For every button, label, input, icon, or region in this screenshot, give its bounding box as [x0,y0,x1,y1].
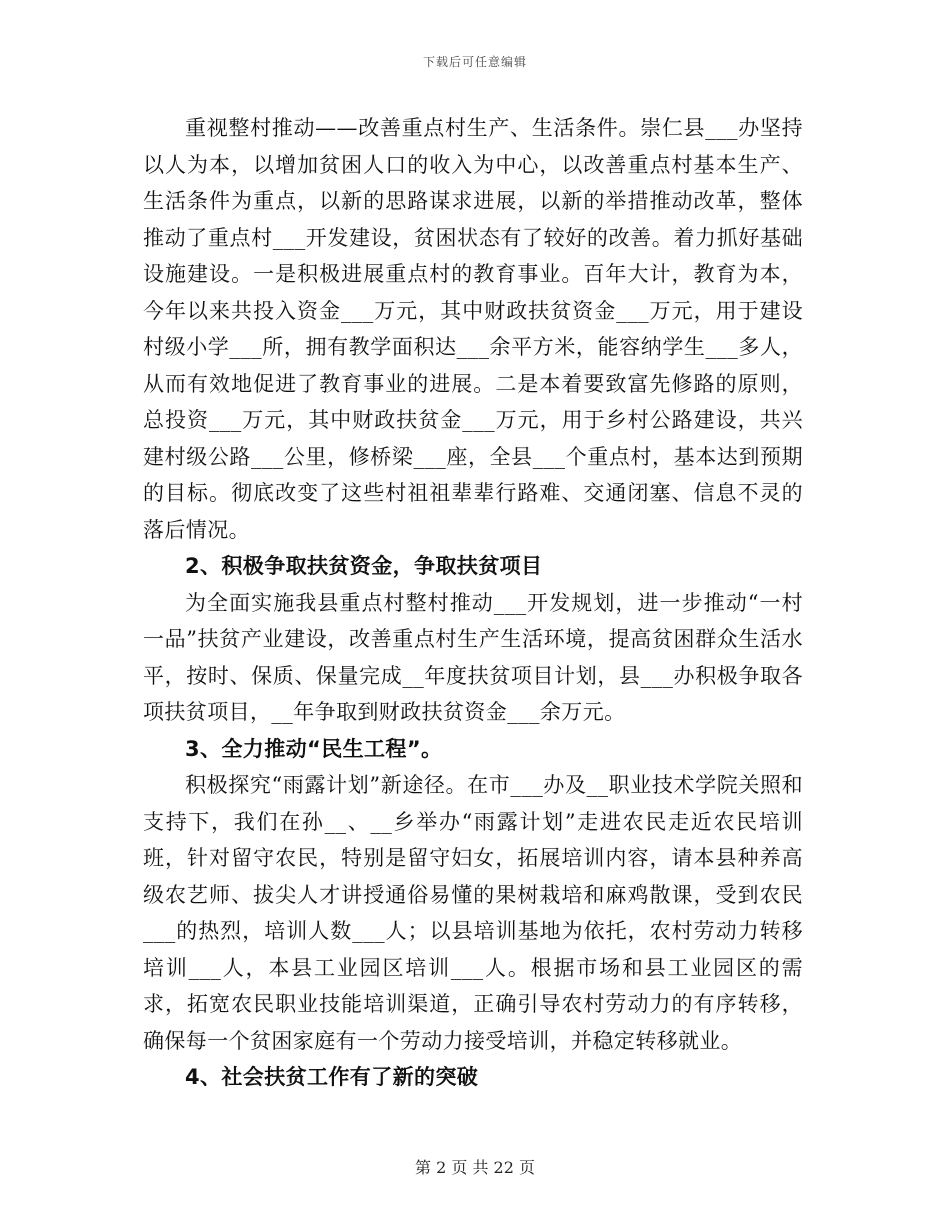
paragraph-livelihood-project: 积极探究“雨露计划”新途径。在市___办及__职业技术学院关照和支持下，我们在孙__、__乡举办“雨露计划”走进农民走近农民培训班，针对留守农民，特别是留守妇女，拓展培训内容，请本县种养高级农艺师、拔尖人才讲授通俗易懂的果树栽培和麻鸡散课，受到农民___的热烈，培训人数___人；以县培训基地为依托，农村劳动力转移培训___人，本县工业园区培训___人。根据市场和县工业园区的需求，拓宽农民职业技能培训渠道，正确引导农村劳动力的有序转移，确保每一个贫困家庭有一个劳动力接受培训，并稳定转移就业。 [143,773,803,1053]
page-header: 下载后可任意编辑 [422,55,527,69]
paragraph-poverty-funds: 为全面实施我县重点村整村推动___开发规划，进一步推动“一村一品”扶贫产业建设，改善重点村生产生活环境，提高贫困群众生活水平，按时、保质、保量完成__年度扶贫项目计划，县___办积极争取各项扶贫项目，__年争取到财政扶贫资金___余万元。 [143,590,803,724]
paragraph-rural-improvement: 重视整村推动——改善重点村生产、生活条件。崇仁县___办坚持以人为本，以增加贫困人口的收入为中心，以改善重点村基本生产、生活条件为重点，以新的思路谋求进展，以新的举措推动改革，整体推动了重点村___开发建设，贫困状态有了较好的改善。着力抓好基础设施建设。一是积极进展重点村的教育事业。百年大计，教育为本，今年以来共投入资金___万元，其中财政扶贫资金___万元，用于建设村级小学___所，拥有教学面积达___余平方米，能容纳学生___多人，从而有效地促进了教育事业的进展。二是本着要致富先修路的原则，总投资___万元，其中财政扶贫金___万元，用于乡村公路建设，共兴建村级公路___公里，修桥梁___座，全县___个重点村，基本达到预期的目标。彻底改变了这些村祖祖辈辈行路难、交通闭塞、信息不灵的落后情况。 [143,116,803,542]
section-heading-2: 2、积极争取扶贫资金，争取扶贫项目 [185,554,543,578]
page-footer: 第 2 页 共 22 页 [415,1158,535,1177]
section-heading-3: 3、全力推动“民生工程”。 [185,736,443,761]
document-body [143,110,803,1096]
section-heading-4: 4、社会扶贫工作有了新的突破 [185,1065,479,1089]
